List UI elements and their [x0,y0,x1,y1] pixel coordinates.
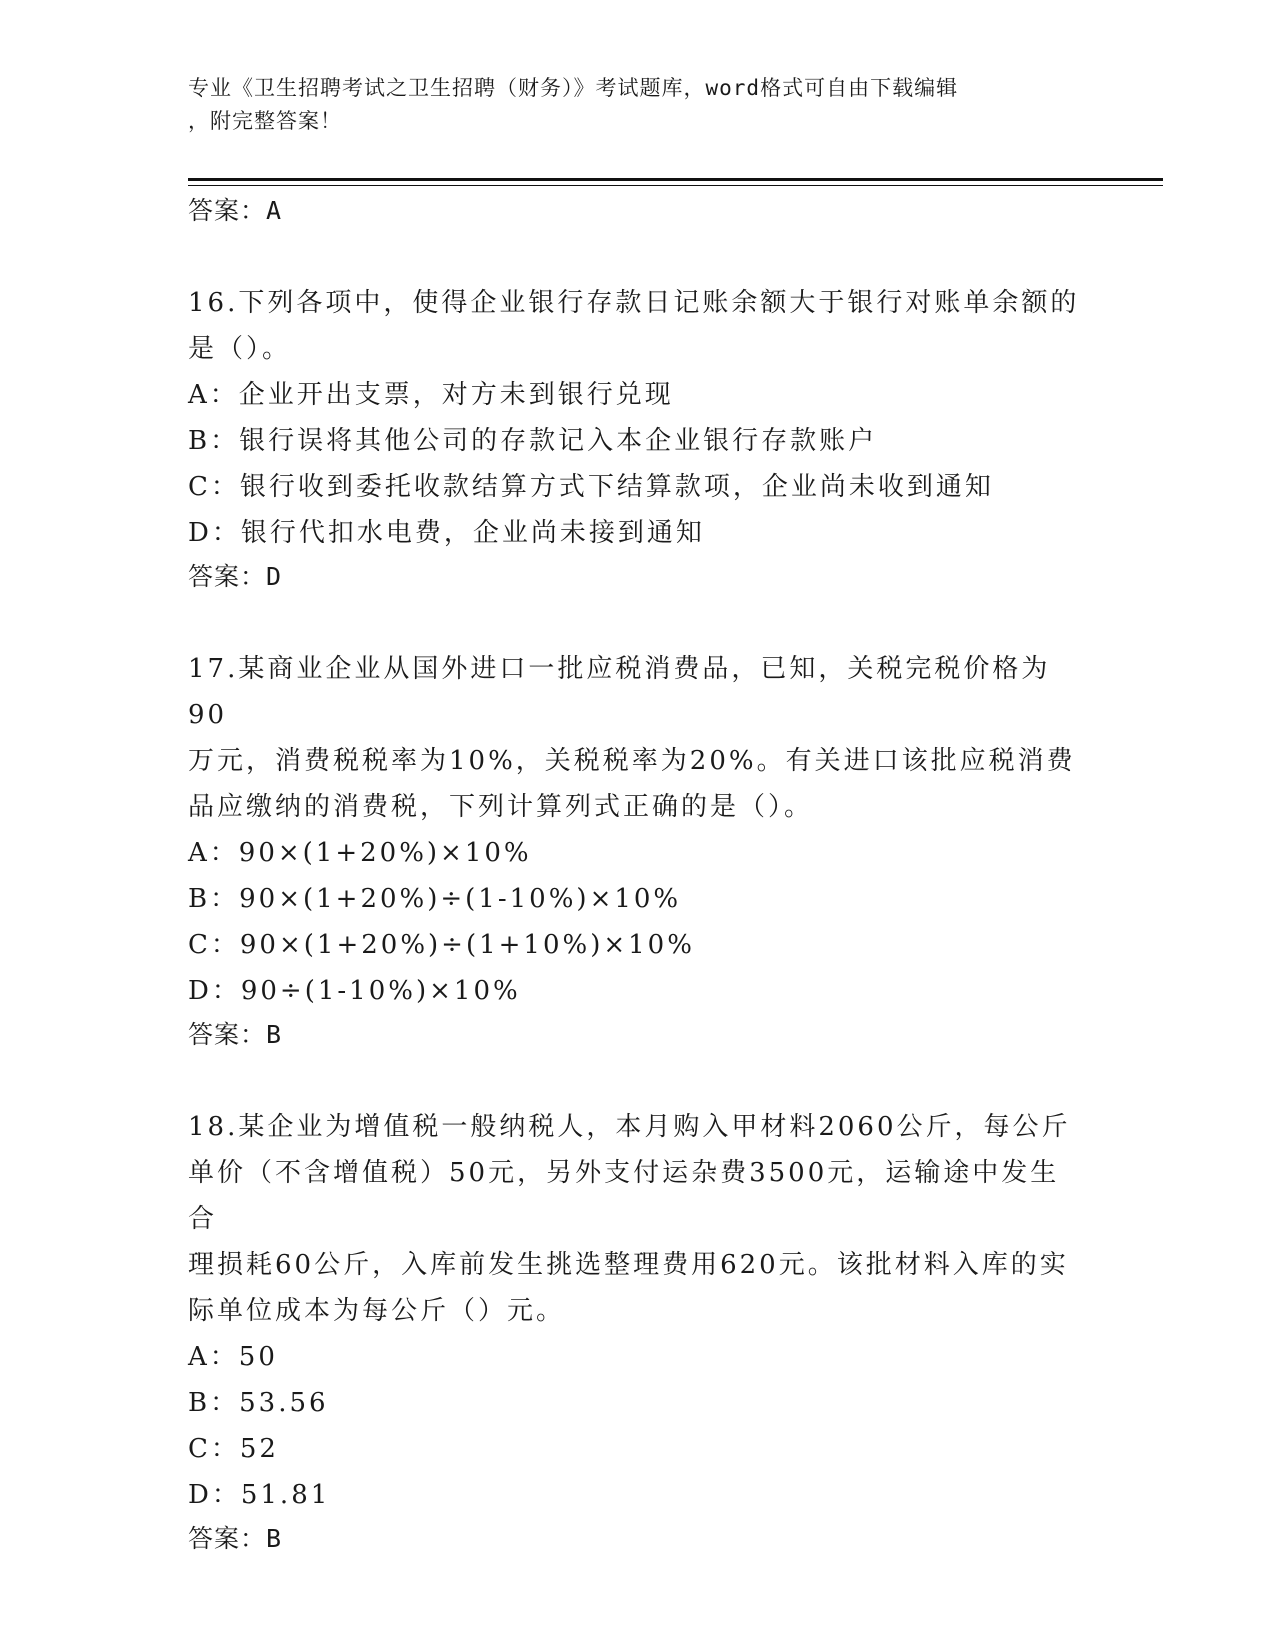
answer-line: 答案：D [188,562,283,591]
question-stem-line: 17.某商业企业从国外进口一批应税消费品，已知，关税完税价格为90 [188,654,1051,730]
question-stem-line: 际单位成本为每公斤（）元。 [188,1296,566,1326]
answer-line: 答案：A [188,196,283,225]
spacer [188,1056,1088,1104]
answer-line: 答案：B [188,1524,283,1553]
question-stem [188,646,1088,830]
spacer [188,598,1088,646]
header-line-2: ，附完整答案！ [188,109,342,133]
question-stem-line: 18.某企业为增值税一般纳税人，本月购入甲材料2060公斤，每公斤 [188,1112,1071,1142]
option-a: A：90×(1+20%)×10% [188,838,532,868]
answer-line: 答案：B [188,1020,283,1049]
question-16 [188,280,1088,598]
option-a: A：50 [188,1342,278,1372]
question-stem-line: 万元，消费税税率为10%，关税税率为20%。有关进口该批应税消费 [188,746,1076,776]
option-d: D：90÷(1-10%)×10% [188,976,521,1006]
header-line-1: 专业《卫生招聘考试之卫生招聘（财务）》考试题库，word格式可自由下载编辑 [188,76,959,100]
question-17 [188,646,1088,1056]
option-c: C：52 [188,1434,279,1464]
question-stem-line: 单价（不含增值税）50元，另外支付运杂费3500元，运输途中发生合 [188,1158,1060,1234]
question-18 [188,1104,1088,1560]
option-a: A：企业开出支票，对方未到银行兑现 [188,380,674,410]
question-list [188,190,1088,1560]
header-rule-thick [188,178,1163,181]
question-stem-line: 16.下列各项中，使得企业银行存款日记账余额大于银行对账单余额的 [188,288,1080,318]
option-c: C：银行收到委托收款结算方式下结算款项，企业尚未收到通知 [188,472,994,502]
question-stem-line: 理损耗60公斤，入库前发生挑选整理费用620元。该批材料入库的实 [188,1250,1069,1280]
question-stem-line: 品应缴纳的消费税，下列计算列式正确的是（）。 [188,792,814,822]
option-d: D：银行代扣水电费，企业尚未接到通知 [188,518,705,548]
option-d: D：51.81 [188,1480,331,1510]
option-b: B：90×(1+20%)÷(1-10%)×10% [188,884,682,914]
document-header [188,72,1088,138]
header-rule-thin [188,185,1163,186]
question-stem [188,1104,1088,1334]
question-stem-line: 是（）。 [188,334,292,364]
option-b: B：银行误将其他公司的存款记入本企业银行存款账户 [188,426,878,456]
option-c: C：90×(1+20%)÷(1+10%)×10% [188,930,695,960]
question-stem [188,280,1088,372]
option-b: B：53.56 [188,1388,329,1418]
spacer [188,232,1088,280]
